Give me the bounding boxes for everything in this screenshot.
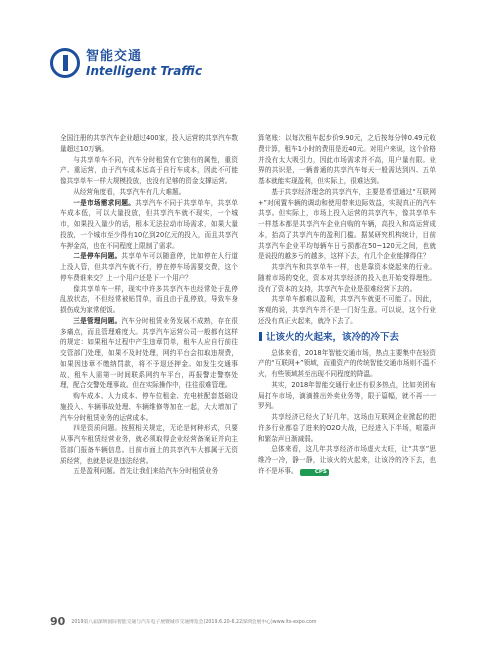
paragraph-text: 汽车分时租赁业务发展不成熟，存在很多痛点，而且管理难度大。共享汽车运营公司一般都有这样的规定：如果租车过程中产生违章罚单，租车人应自行前往交管部门处理，如果不及时处理，网约平台会扣取违规费，如果因违章不缴纳罚款，将不予退还押金。如发生交通事故，租车人需第一时间联系网约车平台，再报警走警察处理，配合交警处理事故。但在实际操作中，往往很难管理。 [60,316,239,390]
paragraph-text: 与共享单车不同，汽车分时租赁有它独有的属性，重资产、重运营，由于汽车成本远高于自行车成本，因此不可能像共享单车一样大规模投放，也没有足够的资金支撑运营。 [60,155,238,185]
paragraph [258,262,436,294]
paragraph [60,316,238,391]
paragraph [258,294,436,326]
paragraph-text: 总体来看，这几年共享经济市场虚火太旺，让“共享”思维冷一冷，静一静，让该火的火起来，让该冷的冷下去，也许不是坏事。 [258,445,436,475]
paragraph-text: 其实，2018年智能交通行业还有很多热点，比如美团布局打车市场，滴滴推出外卖业务等，限于篇幅，就不再一一罗列。 [258,380,436,411]
paragraph [60,423,238,466]
paragraph-text: 共享汽车和共享单车一样，也是靠资本烧起来的行业。随着市场的变化，资本对共享经济的投入也开始变得理性。没有了资本的支持，共享汽车企业是很难经营下去的。 [258,263,436,293]
paragraph [60,133,238,155]
end-mark-badge: CPS [300,469,329,476]
paragraph [60,251,238,283]
section-header [50,48,202,78]
paragraph-text: 基于共享经济理念的共享汽车，主要是希望通过“互联网+”对闲置车辆的调动和使用带来边际效益，实现真正的汽车共享。但实际上，市场上投入运营的共享汽车，像共享单车一样基本都是共享汽车企业自购的车辆，高投入和高运营成本，抬高了共享汽车的盈利门槛。据某研究机构统计，目前共享汽车企业平均每辆车日亏损都在50~120元之间，也就是说投的越多亏的越多，这样下去，有几个企业能撑得住？ [258,187,436,261]
section-heading-text: 让该火的火起来，该冷的冷下去 [266,331,400,343]
section-logo-icon [50,48,80,78]
right-column-body-after [258,348,436,477]
footer-text: 2019第八届深圳国际智能交通与汽车电子展暨城市交通博览会(2019.6.20-6.22深圳会展中心)www.its-expo.com [71,620,317,625]
paragraph [258,412,436,444]
paragraph-text: 共享单车可以随意停，比如停在人行道上没人管，但共享汽车就不行，停在停车场需要交费，这个停车费谁来交？上一个用户还是下一个用户？ [60,252,239,282]
paragraph [258,133,436,187]
paragraph [60,198,238,252]
section-title-en: Intelligent Traffic [86,63,203,78]
paragraph-text: 从经营角度看，共享汽车有几大难题。 [73,187,186,196]
page-number: 90 [50,615,66,628]
paragraph [258,348,436,380]
paragraph [258,444,436,476]
paragraph-text: 购车成本、人力成本、停车位租金、充电桩配套基础设施投入、车辆事故处理、车辆维修等加在一起，大大增加了汽车分时租赁业务的运营成本。 [60,392,238,422]
paragraph-text: 共享经济已经火了好几年，这场由互联网企业掀起的把许多行业都卷了进来的O2O大战，已经进入下半场，喧嚣声和繁杂声日渐减弱。 [258,413,436,443]
right-column-body [258,133,436,327]
paragraph-text: 算笔账：以每次租车起步价9.90元，之后按每分钟0.49元收费计算，租车1小时的费用是近40元。对用户来说，这个价格并没有太大吸引力，因此市场需求并不高，用户量有限。业界的共识是，一辆普通的共享汽车每天一般需达到四、五单基本就能实现盈利，但实际上，很难达到。 [258,134,436,185]
paragraph-text: 总体来看，2018年智能交通市场，热点主要集中在轻资产的“互联网+”领域，而重资产的传统智能交通市场则不温不火，有些领域甚至出现不同程度的降温。 [258,348,436,378]
paragraph [60,187,238,198]
paragraph-text: 五是盈利问题。首先让我们来给汽车分时租赁业务 [73,467,219,476]
right-column [258,133,436,477]
paragraph-text: 四是资质问题。按照相关规定，无论是何种形式，只要从事汽车租赁经营业务，就必须取得企业经营备案证并向主管部门报备车辆信息。目前市面上的共享汽车大都属于无资质经营，也就是说是违法经营。 [60,424,238,465]
paragraph-text: 共享汽车不同于共享单车，共享单车成本低，可以大量投放，但共享汽车就不现实，一个城市，如果投入量少的话，根本无法拉动市场需求，如果大量投放，一个城市至少得有10亿到20亿元的投入，而且共享汽车押金高，也在不同程度上限制了需求。 [60,198,239,250]
section-title-cn: 智能交通 [86,48,143,64]
paragraph-lead: 一是市场需求问题。 [73,198,136,207]
header-text [86,50,202,77]
paragraph [258,380,436,412]
paragraph [60,391,238,423]
logo-bar [63,55,68,71]
page-footer [50,615,440,628]
paragraph [60,466,238,477]
paragraph-text: 共享单车都难以盈利，共享汽车就更不可能了。因此，客观的说，共享汽车并不是一门好生意。可以说，这个行业还没有真正火起来，就冷下去了。 [258,295,436,325]
paragraph-text: 像共享单车一样，现实中许多共享汽车也经常处于乱停乱放状态，不但经常被贴罚单，而且由于乱停放，导致车身损伤成为家常便饭。 [60,284,238,314]
paragraph [60,284,238,316]
paragraph-text: 全国注册的共享汽车企业超过400家，投入运营的共享汽车数量超过10万辆。 [60,134,238,153]
paragraph [60,155,238,187]
section-heading [258,331,436,345]
heading-marker [259,332,262,341]
paragraph-lead: 三是管理问题。 [73,316,122,325]
paragraph [258,187,436,262]
paragraph-lead: 二是停车问题。 [73,252,122,261]
left-column [60,133,238,477]
